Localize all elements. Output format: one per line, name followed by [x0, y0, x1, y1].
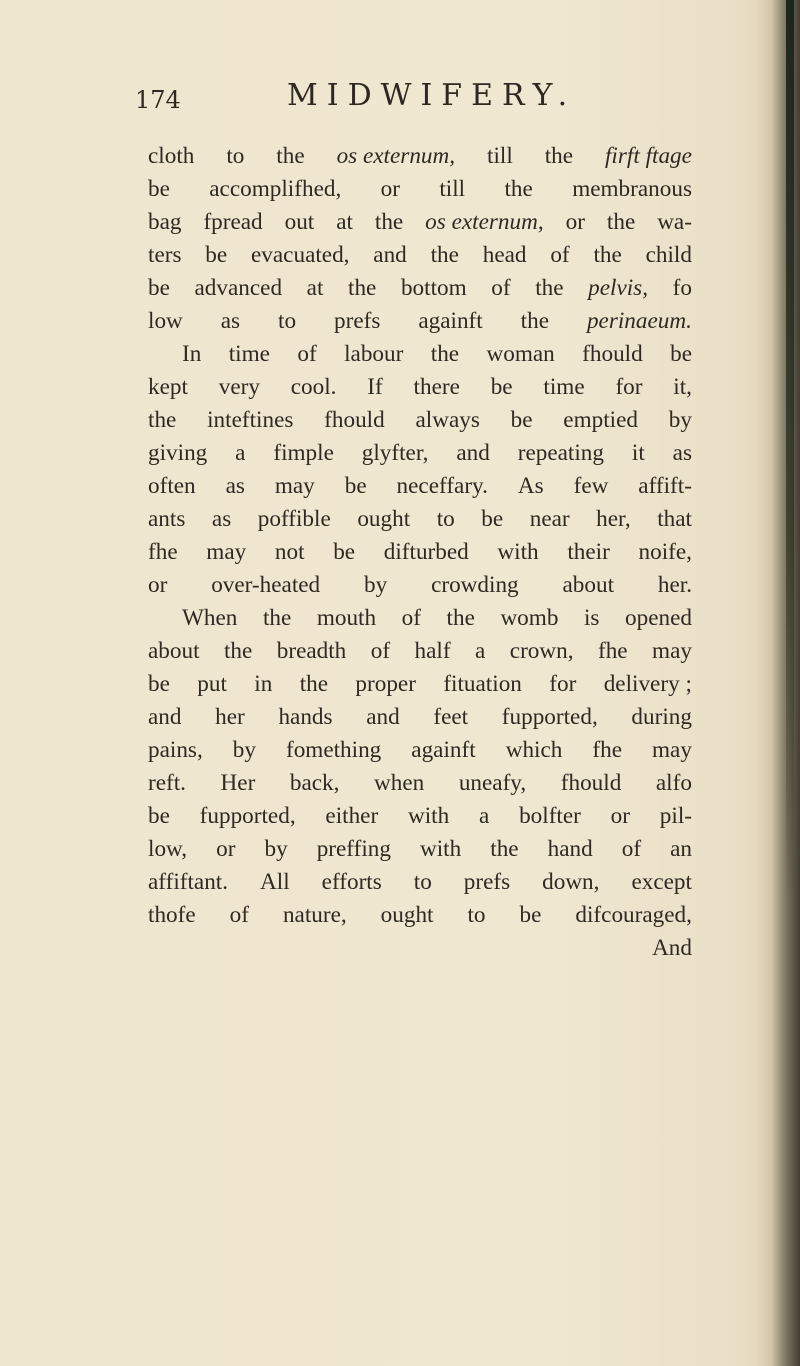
word: of	[621, 836, 642, 862]
word: and	[456, 440, 490, 466]
word: the	[520, 308, 549, 334]
word: may	[652, 638, 692, 664]
word: by	[364, 572, 388, 598]
word: the	[535, 275, 564, 301]
word: at	[336, 209, 353, 235]
text-line	[148, 668, 692, 701]
word: crowding	[431, 572, 519, 598]
word: out	[284, 209, 315, 235]
word: over-heated	[211, 572, 321, 598]
text-line	[148, 338, 692, 371]
page-number: 174	[135, 86, 181, 114]
text-line	[148, 536, 692, 569]
word: about	[148, 638, 200, 664]
word: preffing	[316, 836, 391, 862]
word: fpread	[203, 209, 263, 235]
word: accomplifhed,	[209, 176, 342, 202]
word: low	[148, 308, 183, 334]
text-line	[148, 767, 692, 800]
word: be	[510, 407, 533, 433]
word: os externum,	[425, 209, 544, 235]
word: often	[148, 473, 196, 499]
word: child	[645, 242, 692, 268]
text-line	[148, 800, 692, 833]
text-line	[148, 635, 692, 668]
word: fhould	[324, 407, 385, 433]
word: as	[211, 506, 232, 532]
word: or	[148, 572, 168, 598]
word: the	[430, 341, 460, 367]
binding-edge	[786, 0, 794, 900]
word: the	[374, 209, 404, 235]
word: during	[631, 704, 692, 730]
text-line	[148, 272, 692, 305]
word: a	[475, 638, 486, 664]
word: And	[652, 935, 692, 961]
text-line	[148, 437, 692, 470]
word: pil-	[659, 803, 692, 829]
word: fupported,	[501, 704, 598, 730]
word: hands	[278, 704, 333, 730]
word: be	[205, 242, 228, 268]
word: ought	[357, 506, 411, 532]
word: poffible	[257, 506, 331, 532]
word: of	[370, 638, 391, 664]
text-line	[148, 239, 692, 272]
text-line	[148, 569, 692, 602]
word: be	[148, 671, 170, 697]
word: be	[344, 473, 367, 499]
word: to	[413, 869, 432, 895]
text-line	[148, 371, 692, 404]
word: that	[657, 506, 692, 532]
word: feet	[433, 704, 469, 730]
word: an	[670, 836, 692, 862]
word: her.	[657, 572, 692, 598]
text-line	[148, 140, 692, 173]
text-line	[148, 932, 692, 965]
word: be	[148, 176, 170, 202]
word: againft	[418, 308, 483, 334]
word: crown,	[509, 638, 574, 664]
word: pains,	[148, 737, 203, 763]
word: down,	[542, 869, 600, 895]
word: with	[497, 539, 539, 565]
word: perinaeum.	[586, 308, 692, 334]
word: As	[517, 473, 544, 499]
word: very	[218, 374, 260, 400]
word: evacuated,	[251, 242, 350, 268]
word: cool.	[290, 374, 337, 400]
word: Her	[220, 770, 256, 796]
word: fimple	[273, 440, 334, 466]
word: firft ftage	[604, 143, 692, 169]
word: be	[148, 803, 170, 829]
word: is	[583, 605, 600, 631]
word: or	[610, 803, 630, 829]
word: affiftant.	[148, 869, 229, 895]
word: except	[631, 869, 692, 895]
word: or	[216, 836, 236, 862]
word: to	[436, 506, 455, 532]
word: fhe	[148, 539, 178, 565]
word: put	[197, 671, 227, 697]
word: always	[415, 407, 480, 433]
word: of	[401, 605, 421, 631]
word: bolfter	[519, 803, 581, 829]
word: till	[487, 143, 513, 169]
running-title: MIDWIFERY.	[287, 78, 577, 113]
word: the	[348, 275, 377, 301]
word: it	[631, 440, 645, 466]
word: her	[215, 704, 245, 730]
word: fomething	[285, 737, 382, 763]
word: uneafy,	[458, 770, 527, 796]
word: bag	[148, 209, 182, 235]
word: ters	[148, 242, 182, 268]
word: it,	[673, 374, 692, 400]
word: the	[606, 209, 636, 235]
word: or	[565, 209, 585, 235]
word: labour	[344, 341, 404, 367]
word: half	[414, 638, 451, 664]
word: near	[529, 506, 570, 532]
word: when	[374, 770, 425, 796]
word: the	[446, 605, 475, 631]
word: the	[504, 176, 533, 202]
word: membranous	[572, 176, 692, 202]
word: cloth	[148, 143, 195, 169]
word: may	[274, 473, 315, 499]
text-line	[148, 503, 692, 536]
word: woman	[486, 341, 555, 367]
text-line	[148, 470, 692, 503]
word: opened	[625, 605, 692, 631]
word: advanced	[194, 275, 283, 301]
word: the	[544, 143, 574, 169]
word: the	[299, 671, 329, 697]
word: giving	[148, 440, 208, 466]
word: to	[278, 308, 297, 334]
word: a	[479, 803, 490, 829]
word: the	[223, 638, 253, 664]
text-line	[148, 305, 692, 338]
word: the	[276, 143, 305, 169]
word: glyfter,	[361, 440, 429, 466]
word: repeating	[517, 440, 604, 466]
word: be	[519, 902, 542, 928]
word: reft.	[148, 770, 186, 796]
word: fo	[672, 275, 692, 301]
word: os externum,	[336, 143, 456, 169]
word: the	[148, 407, 177, 433]
word: fhould	[560, 770, 622, 796]
word: bottom	[400, 275, 467, 301]
text-line	[148, 173, 692, 206]
word: be	[333, 539, 356, 565]
word: with	[407, 803, 450, 829]
page-header	[135, 78, 655, 118]
word: hand	[547, 836, 593, 862]
text-line	[148, 404, 692, 437]
word: by	[232, 737, 256, 763]
word: low,	[148, 836, 188, 862]
word: noife,	[638, 539, 692, 565]
text-line	[148, 734, 692, 767]
word: of	[297, 341, 317, 367]
word: ants	[148, 506, 186, 532]
word: nature,	[282, 902, 347, 928]
word: be	[148, 275, 170, 301]
word: kept	[148, 374, 188, 400]
word: efforts	[321, 869, 382, 895]
word: a	[235, 440, 246, 466]
body-text	[148, 140, 692, 965]
text-line	[148, 206, 692, 239]
word: prefs	[463, 869, 511, 895]
word: as	[225, 473, 245, 499]
word: the	[593, 242, 622, 268]
word: In	[182, 341, 202, 367]
text-line	[148, 602, 692, 635]
word: pelvis,	[588, 275, 649, 301]
word: by	[264, 836, 288, 862]
text-line	[148, 833, 692, 866]
word: or	[380, 176, 400, 202]
word: alfo	[655, 770, 692, 796]
text-line	[148, 701, 692, 734]
word: delivery ;	[603, 671, 692, 697]
word: and	[148, 704, 182, 730]
word: head	[482, 242, 527, 268]
word: as	[220, 308, 241, 334]
word: When	[182, 605, 238, 631]
word: ought	[380, 902, 434, 928]
word: by	[668, 407, 692, 433]
word: may	[206, 539, 247, 565]
word: prefs	[334, 308, 381, 334]
word: againft	[411, 737, 476, 763]
word: to	[226, 143, 245, 169]
word: her,	[596, 506, 631, 532]
word: inteftines	[207, 407, 294, 433]
word: the	[430, 242, 459, 268]
word: All	[260, 869, 290, 895]
word: fituation	[443, 671, 522, 697]
word: with	[419, 836, 462, 862]
word: fhe	[597, 638, 628, 664]
word: thofe	[148, 902, 196, 928]
word: fupported,	[199, 803, 296, 829]
word: of	[491, 275, 511, 301]
word: time	[543, 374, 585, 400]
word: the	[490, 836, 519, 862]
word: emptied	[563, 407, 638, 433]
word: their	[567, 539, 610, 565]
text-line	[148, 899, 692, 932]
word: to	[467, 902, 486, 928]
word: fhould	[582, 341, 643, 367]
word: and	[373, 242, 407, 268]
word: womb	[500, 605, 559, 631]
word: either	[325, 803, 379, 829]
word: about	[562, 572, 615, 598]
word: of	[229, 902, 249, 928]
word: at	[306, 275, 324, 301]
word: difcouraged,	[575, 902, 692, 928]
word: difturbed	[383, 539, 469, 565]
word: neceffary.	[396, 473, 488, 499]
word: as	[672, 440, 692, 466]
word: be	[670, 341, 692, 367]
word: which	[505, 737, 563, 763]
word: back,	[289, 770, 340, 796]
word: breadth	[276, 638, 347, 664]
word: and	[366, 704, 400, 730]
word: for	[615, 374, 643, 400]
word: time	[228, 341, 270, 367]
word: few	[573, 473, 609, 499]
word: If	[367, 374, 383, 400]
word: there	[413, 374, 460, 400]
word: fhe	[592, 737, 622, 763]
word: the	[262, 605, 292, 631]
word: be	[481, 506, 504, 532]
word: of	[550, 242, 570, 268]
word: till	[439, 176, 466, 202]
word: be	[490, 374, 513, 400]
word: not	[274, 539, 305, 565]
word: for	[549, 671, 577, 697]
word: mouth	[316, 605, 377, 631]
word: affift-	[638, 473, 692, 499]
word: wa-	[657, 209, 692, 235]
word: may	[652, 737, 692, 763]
word: in	[254, 671, 273, 697]
word: proper	[355, 671, 416, 697]
text-line	[148, 866, 692, 899]
